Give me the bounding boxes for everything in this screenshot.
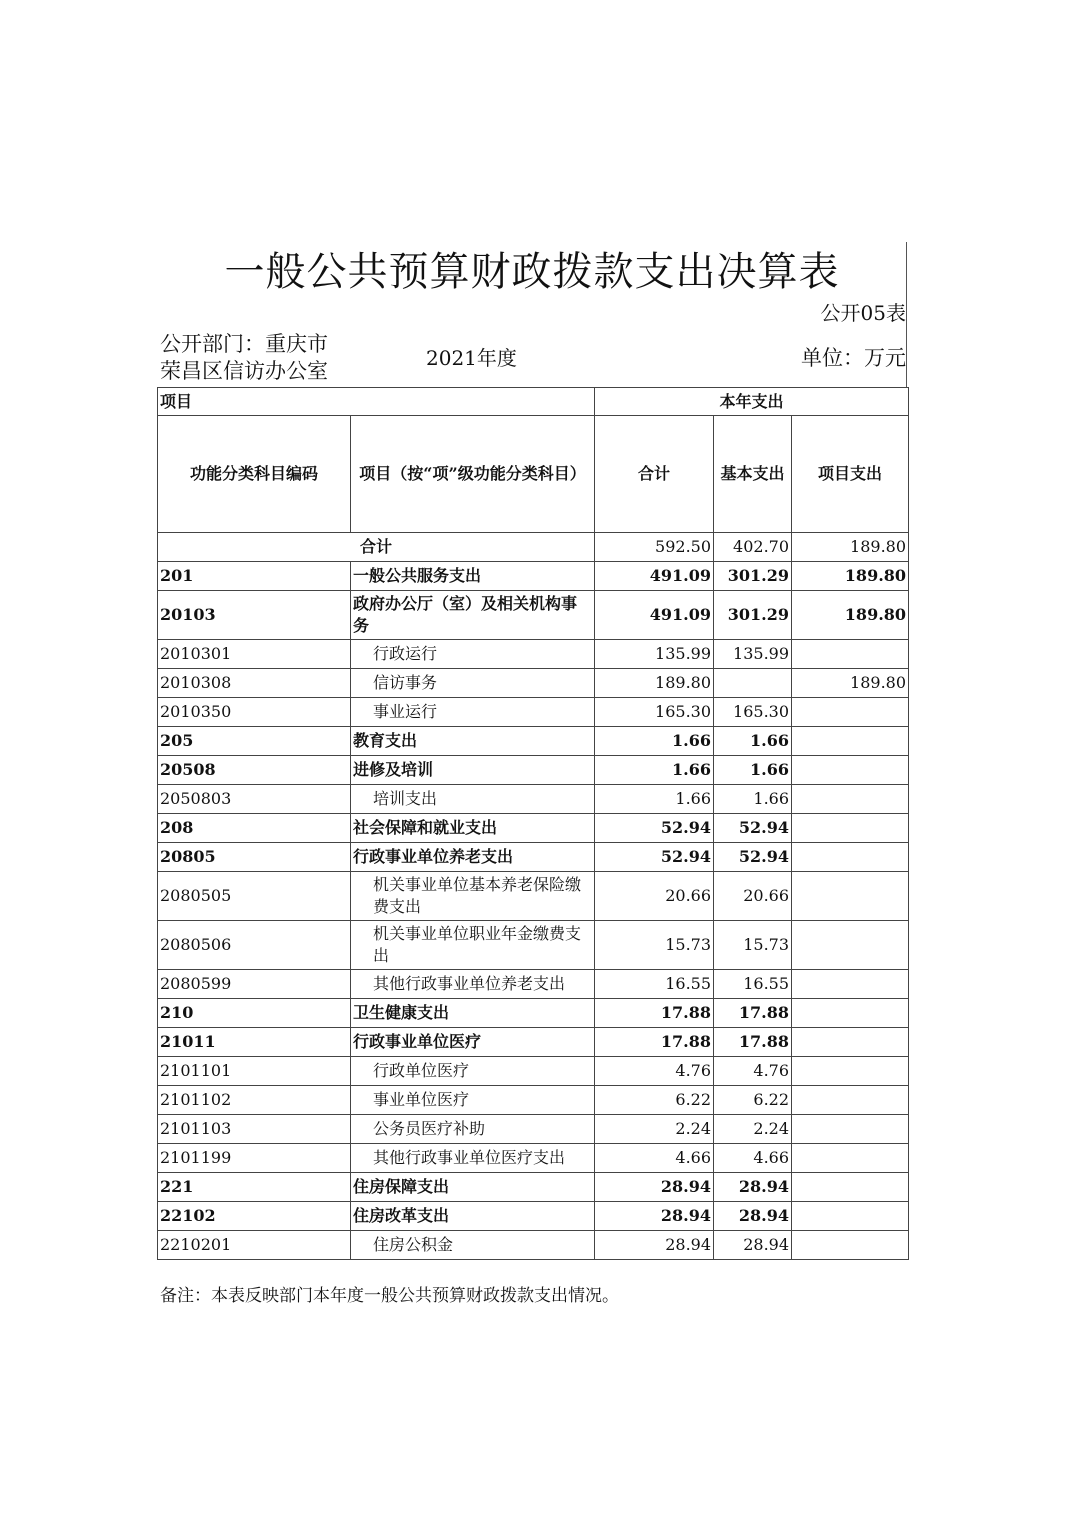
row-basic: 52.94 bbox=[714, 814, 792, 843]
header-this-year: 本年支出 bbox=[595, 388, 909, 416]
row-project bbox=[792, 1028, 909, 1057]
row-basic: 52.94 bbox=[714, 843, 792, 872]
expenditure-table bbox=[157, 387, 909, 1260]
row-project bbox=[792, 698, 909, 727]
row-name: 机关事业单位职业年金缴费支出 bbox=[351, 921, 595, 970]
row-project bbox=[792, 1202, 909, 1231]
row-code: 2010301 bbox=[158, 640, 351, 669]
row-total: 491.09 bbox=[595, 591, 714, 640]
row-code: 2101101 bbox=[158, 1057, 351, 1086]
row-basic: 165.30 bbox=[714, 698, 792, 727]
row-code: 205 bbox=[158, 727, 351, 756]
row-code: 20508 bbox=[158, 756, 351, 785]
table-row bbox=[158, 1086, 909, 1115]
row-basic: 4.66 bbox=[714, 1144, 792, 1173]
row-name: 住房保障支出 bbox=[351, 1173, 595, 1202]
row-project bbox=[792, 1231, 909, 1260]
row-basic: 20.66 bbox=[714, 872, 792, 921]
row-project: 189.80 bbox=[792, 669, 909, 698]
row-basic: 135.99 bbox=[714, 640, 792, 669]
row-total: 4.66 bbox=[595, 1144, 714, 1173]
row-total: 4.76 bbox=[595, 1057, 714, 1086]
row-name: 事业运行 bbox=[351, 698, 595, 727]
row-basic bbox=[714, 669, 792, 698]
row-total: 165.30 bbox=[595, 698, 714, 727]
row-name: 机关事业单位基本养老保险缴费支出 bbox=[351, 872, 595, 921]
row-name: 行政事业单位医疗 bbox=[351, 1028, 595, 1057]
row-project bbox=[792, 921, 909, 970]
row-name: 政府办公厅（室）及相关机构事务 bbox=[351, 591, 595, 640]
unit-label: 单位：万元 bbox=[801, 346, 906, 370]
total-row-project: 189.80 bbox=[792, 533, 909, 562]
row-basic: 4.76 bbox=[714, 1057, 792, 1086]
row-code: 210 bbox=[158, 999, 351, 1028]
row-name: 进修及培训 bbox=[351, 756, 595, 785]
table-row bbox=[158, 872, 909, 921]
row-project bbox=[792, 1144, 909, 1173]
row-project bbox=[792, 1173, 909, 1202]
row-code: 20103 bbox=[158, 591, 351, 640]
row-basic: 28.94 bbox=[714, 1173, 792, 1202]
row-basic: 6.22 bbox=[714, 1086, 792, 1115]
row-basic: 28.94 bbox=[714, 1231, 792, 1260]
row-basic: 1.66 bbox=[714, 785, 792, 814]
row-code: 201 bbox=[158, 562, 351, 591]
header-total: 合计 bbox=[595, 416, 714, 533]
row-total: 20.66 bbox=[595, 872, 714, 921]
row-total: 28.94 bbox=[595, 1202, 714, 1231]
header-row-main bbox=[158, 416, 909, 533]
table-row bbox=[158, 1115, 909, 1144]
header-item: 项目 bbox=[158, 388, 595, 416]
row-code: 2210201 bbox=[158, 1231, 351, 1260]
row-total: 28.94 bbox=[595, 1231, 714, 1260]
table-row bbox=[158, 843, 909, 872]
row-project bbox=[792, 640, 909, 669]
row-total: 15.73 bbox=[595, 921, 714, 970]
fiscal-year: 2021年度 bbox=[426, 346, 517, 370]
footnote: 备注：本表反映部门本年度一般公共预算财政拨款支出情况。 bbox=[160, 1286, 619, 1306]
table-row bbox=[158, 756, 909, 785]
table-row bbox=[158, 1231, 909, 1260]
row-project bbox=[792, 1057, 909, 1086]
table-row bbox=[158, 669, 909, 698]
table-row bbox=[158, 698, 909, 727]
table-row bbox=[158, 640, 909, 669]
row-name: 行政单位医疗 bbox=[351, 1057, 595, 1086]
row-code: 22102 bbox=[158, 1202, 351, 1231]
row-code: 208 bbox=[158, 814, 351, 843]
row-total: 491.09 bbox=[595, 562, 714, 591]
table-row bbox=[158, 785, 909, 814]
department-label bbox=[160, 331, 360, 385]
row-code: 2101103 bbox=[158, 1115, 351, 1144]
row-code: 2080599 bbox=[158, 970, 351, 999]
table-row bbox=[158, 1202, 909, 1231]
row-name: 卫生健康支出 bbox=[351, 999, 595, 1028]
table-row bbox=[158, 814, 909, 843]
total-row-label: 合计 bbox=[158, 533, 595, 562]
row-total: 189.80 bbox=[595, 669, 714, 698]
row-name: 行政运行 bbox=[351, 640, 595, 669]
row-code: 221 bbox=[158, 1173, 351, 1202]
row-total: 52.94 bbox=[595, 843, 714, 872]
page-title: 一般公共预算财政拨款支出决算表 bbox=[224, 249, 840, 295]
header-code: 功能分类科目编码 bbox=[158, 416, 351, 533]
department-line-1: 公开部门：重庆市 bbox=[160, 332, 328, 356]
table-row bbox=[158, 591, 909, 640]
row-total: 17.88 bbox=[595, 999, 714, 1028]
row-name: 教育支出 bbox=[351, 727, 595, 756]
row-name: 公务员医疗补助 bbox=[351, 1115, 595, 1144]
row-name: 其他行政事业单位医疗支出 bbox=[351, 1144, 595, 1173]
header-name: 项目（按“项”级功能分类科目） bbox=[351, 416, 595, 533]
row-project bbox=[792, 785, 909, 814]
department-line-2: 荣昌区信访办公室 bbox=[160, 359, 328, 383]
form-number: 公开05表 bbox=[820, 301, 906, 325]
row-code: 20805 bbox=[158, 843, 351, 872]
row-name: 社会保障和就业支出 bbox=[351, 814, 595, 843]
row-code: 2050803 bbox=[158, 785, 351, 814]
row-basic: 17.88 bbox=[714, 999, 792, 1028]
row-total: 28.94 bbox=[595, 1173, 714, 1202]
page-edge-rule bbox=[906, 242, 907, 388]
row-project bbox=[792, 1115, 909, 1144]
total-row bbox=[158, 533, 909, 562]
row-basic: 2.24 bbox=[714, 1115, 792, 1144]
row-name: 事业单位医疗 bbox=[351, 1086, 595, 1115]
row-code: 21011 bbox=[158, 1028, 351, 1057]
header-project: 项目支出 bbox=[792, 416, 909, 533]
row-name: 住房公积金 bbox=[351, 1231, 595, 1260]
row-total: 17.88 bbox=[595, 1028, 714, 1057]
row-basic: 15.73 bbox=[714, 921, 792, 970]
row-basic: 28.94 bbox=[714, 1202, 792, 1231]
row-basic: 1.66 bbox=[714, 727, 792, 756]
table-row bbox=[158, 1028, 909, 1057]
row-project: 189.80 bbox=[792, 562, 909, 591]
row-total: 6.22 bbox=[595, 1086, 714, 1115]
table-row bbox=[158, 1173, 909, 1202]
row-project bbox=[792, 814, 909, 843]
header-basic: 基本支出 bbox=[714, 416, 792, 533]
row-basic: 16.55 bbox=[714, 970, 792, 999]
row-name: 信访事务 bbox=[351, 669, 595, 698]
row-project: 189.80 bbox=[792, 591, 909, 640]
row-basic: 17.88 bbox=[714, 1028, 792, 1057]
row-total: 1.66 bbox=[595, 756, 714, 785]
total-row-basic: 402.70 bbox=[714, 533, 792, 562]
row-code: 2101102 bbox=[158, 1086, 351, 1115]
row-total: 135.99 bbox=[595, 640, 714, 669]
row-project bbox=[792, 843, 909, 872]
row-project bbox=[792, 1086, 909, 1115]
table-row bbox=[158, 727, 909, 756]
row-total: 16.55 bbox=[595, 970, 714, 999]
row-project bbox=[792, 872, 909, 921]
row-name: 其他行政事业单位养老支出 bbox=[351, 970, 595, 999]
header-row-top bbox=[158, 388, 909, 416]
row-total: 2.24 bbox=[595, 1115, 714, 1144]
row-total: 1.66 bbox=[595, 727, 714, 756]
row-name: 一般公共服务支出 bbox=[351, 562, 595, 591]
table-row bbox=[158, 970, 909, 999]
row-code: 2010308 bbox=[158, 669, 351, 698]
row-project bbox=[792, 970, 909, 999]
row-total: 52.94 bbox=[595, 814, 714, 843]
table-row bbox=[158, 999, 909, 1028]
table-row bbox=[158, 1144, 909, 1173]
row-name: 培训支出 bbox=[351, 785, 595, 814]
row-code: 2080506 bbox=[158, 921, 351, 970]
row-project bbox=[792, 999, 909, 1028]
row-basic: 301.29 bbox=[714, 562, 792, 591]
row-code: 2080505 bbox=[158, 872, 351, 921]
row-code: 2010350 bbox=[158, 698, 351, 727]
table-row bbox=[158, 1057, 909, 1086]
row-basic: 1.66 bbox=[714, 756, 792, 785]
row-name: 住房改革支出 bbox=[351, 1202, 595, 1231]
table-row bbox=[158, 562, 909, 591]
row-name: 行政事业单位养老支出 bbox=[351, 843, 595, 872]
row-basic: 301.29 bbox=[714, 591, 792, 640]
row-project bbox=[792, 727, 909, 756]
table-row bbox=[158, 921, 909, 970]
row-total: 1.66 bbox=[595, 785, 714, 814]
row-project bbox=[792, 756, 909, 785]
total-row-total: 592.50 bbox=[595, 533, 714, 562]
row-code: 2101199 bbox=[158, 1144, 351, 1173]
